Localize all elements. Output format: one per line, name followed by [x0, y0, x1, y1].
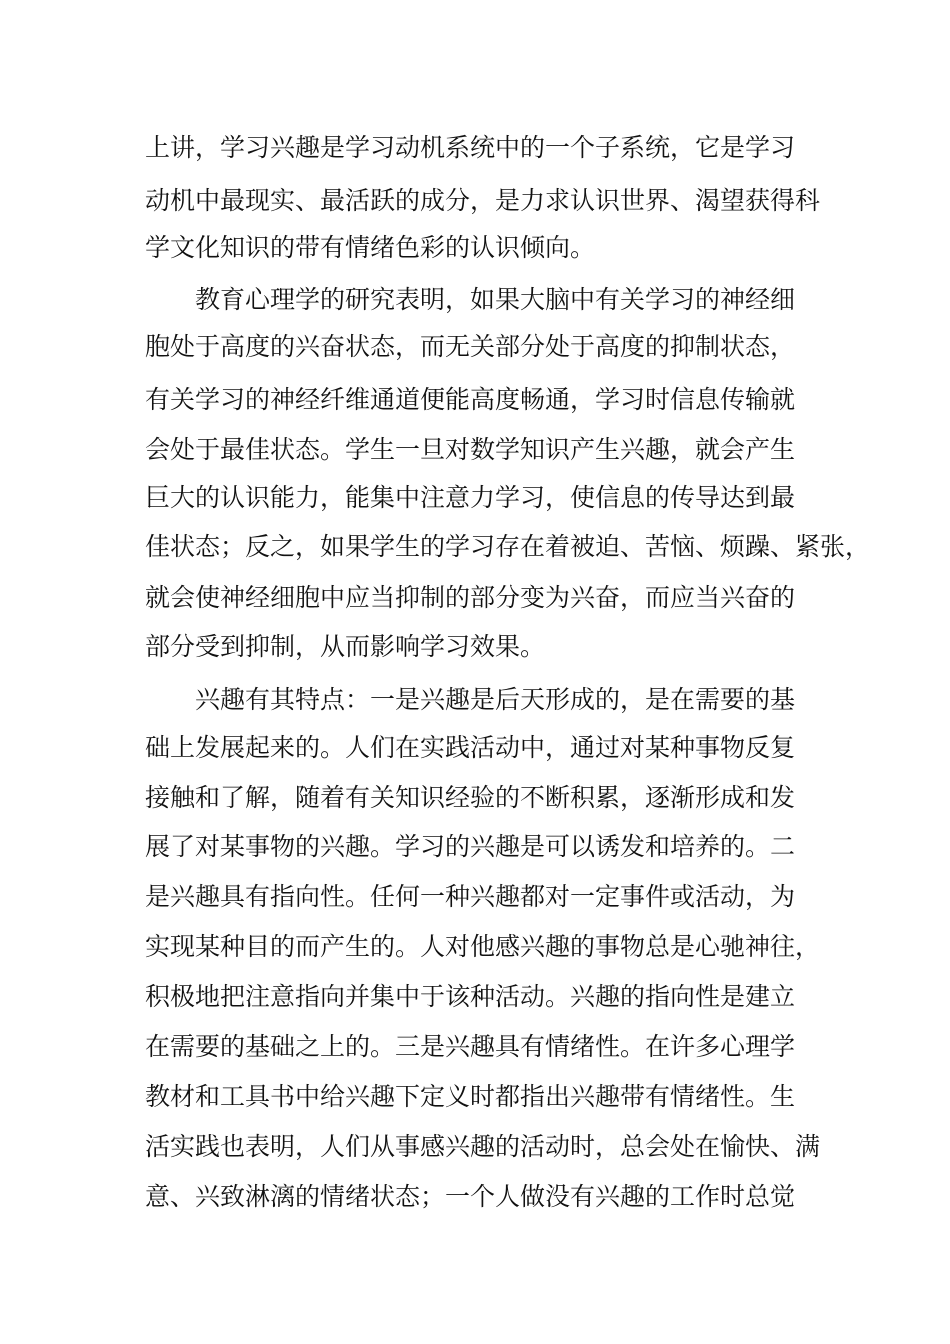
text-line: 就会使神经细胞中应当抑制的部分变为兴奋，而应当兴奋的 — [145, 583, 796, 612]
text-line: 动机中最现实、最活跃的成分，是力求认识世界、渴望获得科 — [145, 186, 821, 215]
text-line: 部分受到抑制，从而影响学习效果。 — [145, 632, 546, 661]
text-line: 有关学习的神经纤维通道便能高度畅通，学习时信息传输就 — [145, 385, 796, 414]
text-line: 上讲，学习兴趣是学习动机系统中的一个子系统，它是学习 — [145, 133, 796, 162]
text-line: 胞处于高度的兴奋状态，而无关部分处于高度的抑制状态， — [145, 332, 796, 361]
text-line: 积极地把注意指向并集中于该种活动。兴趣的指向性是建立 — [145, 982, 796, 1011]
text-line: 佳状态；反之，如果学生的学习存在着被迫、苦恼、烦躁、紧张， — [145, 532, 871, 561]
paragraph-start-line: 教育心理学的研究表明，如果大脑中有关学习的神经细 — [195, 285, 796, 314]
text-line: 意、兴致淋漓的情绪状态；一个人做没有兴趣的工作时总觉 — [145, 1182, 796, 1211]
text-line: 在需要的基础之上的。三是兴趣具有情绪性。在许多心理学 — [145, 1032, 796, 1061]
paragraph-start-line: 兴趣有其特点：一是兴趣是后天形成的，是在需要的基 — [195, 685, 796, 714]
text-line: 活实践也表明，人们从事感兴趣的活动时，总会处在愉快、满 — [145, 1132, 821, 1161]
text-line: 础上发展起来的。人们在实践活动中，通过对某种事物反复 — [145, 733, 796, 762]
text-line: 学文化知识的带有情绪色彩的认识倾向。 — [145, 233, 596, 262]
text-line: 接触和了解，随着有关知识经验的不断积累，逐渐形成和发 — [145, 783, 796, 812]
text-line: 展了对某事物的兴趣。学习的兴趣是可以诱发和培养的。二 — [145, 832, 796, 861]
text-line: 实现某种目的而产生的。人对他感兴趣的事物总是心驰神往， — [145, 932, 821, 961]
text-line: 教材和工具书中给兴趣下定义时都指出兴趣带有情绪性。生 — [145, 1082, 796, 1111]
text-line: 巨大的认识能力，能集中注意力学习，使信息的传导达到最 — [145, 483, 796, 512]
text-line: 会处于最佳状态。学生一旦对数学知识产生兴趣，就会产生 — [145, 435, 796, 464]
text-line: 是兴趣具有指向性。任何一种兴趣都对一定事件或活动，为 — [145, 882, 796, 911]
